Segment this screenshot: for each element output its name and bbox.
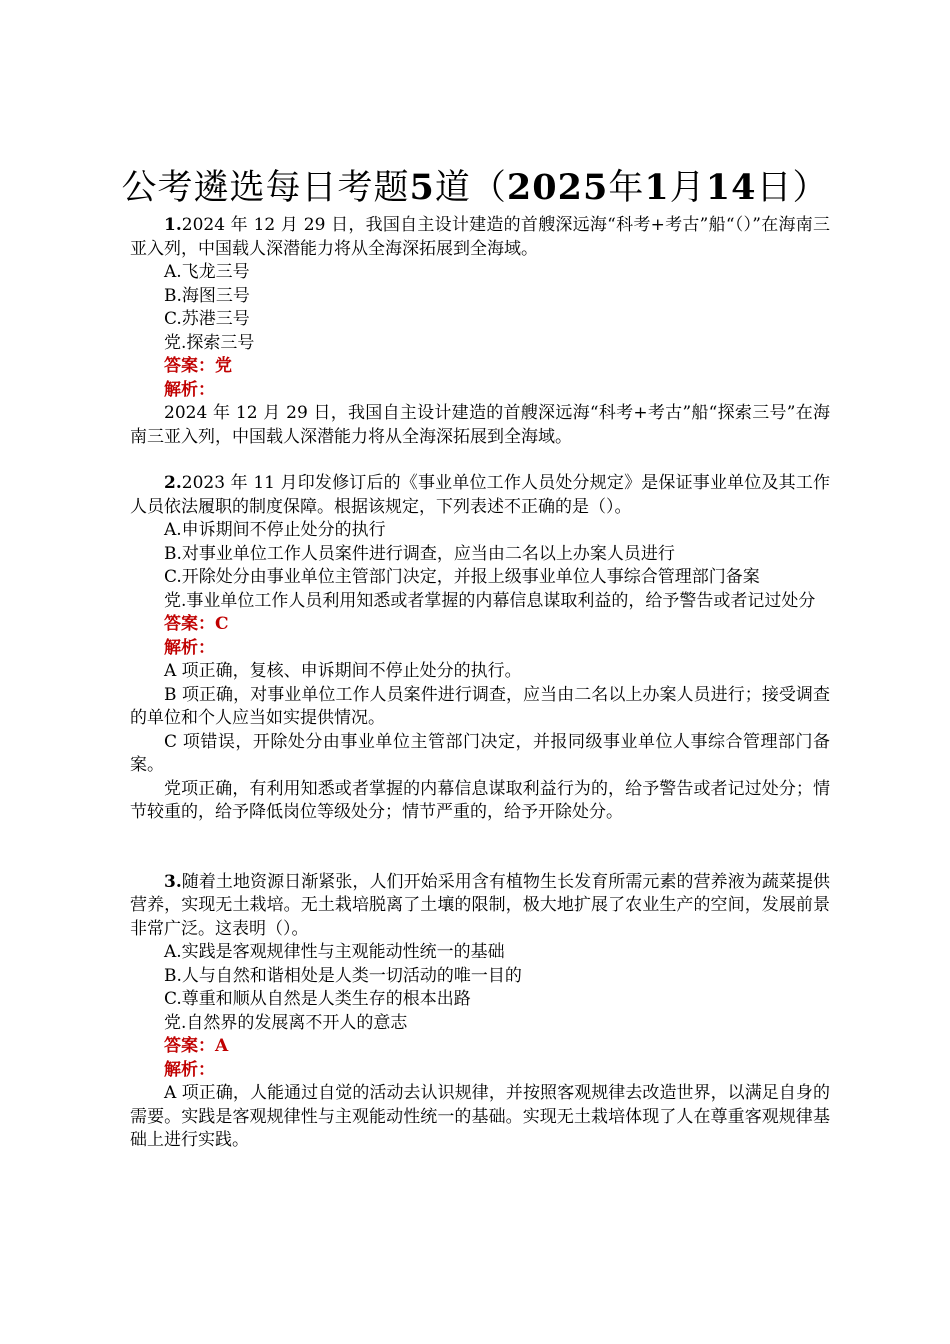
analysis-text: B 项正确，对事业单位工作人员案件进行调查，应当由二名以上办案人员进行；接受调查的单位和个人应当如实提供情况。 xyxy=(130,684,830,728)
analysis-label: 解析： xyxy=(164,1059,215,1080)
option-c: C.苏港三号 xyxy=(164,309,250,329)
option-c: C.开除处分由事业单位主管部门决定，并报上级事业单位人事综合管理部门备案 xyxy=(164,567,760,587)
option-a: A.飞龙三号 xyxy=(164,262,250,282)
question-stem: 1.2024 年 12 月 29 日，我国自主设计建造的首艘深远海“科考+考古”船“（）”在海南三亚入列，中国载人深潜能力将从全海深拓展到全海域。 xyxy=(130,215,830,259)
page-title: 公考遴选每日考题5道（2025年1月14日） xyxy=(121,167,829,208)
answer-line: 答案：A xyxy=(164,1036,229,1056)
question-stem: 2.2023 年 11 月印发修订后的《事业单位工作人员处分规定》是保证事业单位及其工作人员依法履职的制度保障。根据该规定，下列表述不正确的是（）。 xyxy=(130,473,830,517)
question-number: 2. xyxy=(164,473,182,493)
analysis-text: A 项正确，人能通过自觉的活动去认识规律，并按照客观规律去改造世界，以满足自身的需要。实践是客观规律性与主观能动性统一的基础。实现无土栽培体现了人在尊重客观规律基础上进行实践。 xyxy=(130,1083,830,1150)
analysis-text: 2024 年 12 月 29 日，我国自主设计建造的首艘深远海“科考+考古”船“探索三号”在海南三亚入列，中国载人深潜能力将从全海深拓展到全海域。 xyxy=(130,403,830,447)
option-b: B.对事业单位工作人员案件进行调查，应当由二名以上办案人员进行 xyxy=(164,543,675,564)
option-a: A.申诉期间不停止处分的执行 xyxy=(164,520,386,540)
analysis-text: A 项正确，复核、申诉期间不停止处分的执行。 xyxy=(164,661,522,681)
answer-line: 答案：C xyxy=(164,614,229,634)
question-number: 1. xyxy=(164,215,182,235)
option-d: 党.事业单位工作人员利用知悉或者掌握的内幕信息谋取利益的，给予警告或者记过处分 xyxy=(164,590,816,611)
option-a: A.实践是客观规律性与主观能动性统一的基础 xyxy=(164,942,505,962)
answer-line: 答案：党 xyxy=(164,356,232,376)
option-b: B.海图三号 xyxy=(164,285,250,306)
question-number: 3. xyxy=(164,871,182,892)
analysis-label: 解析： xyxy=(164,379,215,400)
analysis-text: 党项正确，有利用知悉或者掌握的内幕信息谋取利益行为的，给予警告或者记过处分；情节较重的，给予降低岗位等级处分；情节严重的，给予开除处分。 xyxy=(130,778,830,822)
question-1 xyxy=(130,214,830,449)
option-d: 党.自然界的发展离不开人的意志 xyxy=(164,1012,408,1033)
question-stem: 3.随着土地资源日渐紧张，人们开始采用含有植物生长发育所需元素的营养液为蔬菜提供营养，实现无土栽培。无土栽培脱离了土壤的限制，极大地扩展了农业生产的空间，发展前景非常广泛。这表明（）。 xyxy=(130,871,830,939)
question-3 xyxy=(130,871,830,1153)
option-b: B.人与自然和谐相处是人类一切活动的唯一目的 xyxy=(164,965,522,986)
analysis-label: 解析： xyxy=(164,637,215,658)
question-2 xyxy=(130,472,830,825)
analysis-text: C 项错误，开除处分由事业单位主管部门决定，并报同级事业单位人事综合管理部门备案。 xyxy=(130,731,830,775)
option-d: 党.探索三号 xyxy=(164,332,255,353)
question-list xyxy=(130,214,830,1153)
option-c: C.尊重和顺从自然是人类生存的根本出路 xyxy=(164,989,471,1009)
